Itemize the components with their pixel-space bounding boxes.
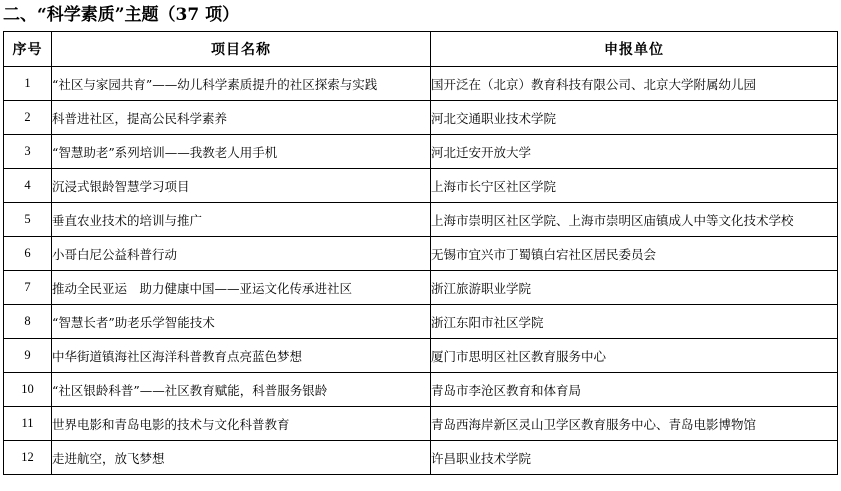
table-row	[4, 441, 838, 475]
applicant-unit: 国开泛在（北京）教育科技有限公司、北京大学附属幼儿园	[431, 67, 838, 101]
project-table	[3, 31, 838, 475]
table-row	[4, 101, 838, 135]
row-number: 5	[4, 203, 52, 237]
project-name: 中华街道镇海社区海洋科普教育点亮蓝色梦想	[52, 339, 431, 373]
project-name: “社区与家园共育”——幼儿科学素质提升的社区探索与实践	[52, 67, 431, 101]
project-name: 走进航空，放飞梦想	[52, 441, 431, 475]
section-heading: 二、“科学素质”主题（37 项）	[3, 5, 240, 25]
table-row	[4, 67, 838, 101]
header-no: 序号	[4, 32, 52, 67]
project-name: 推动全民亚运 助力健康中国——亚运文化传承进社区	[52, 271, 431, 305]
row-number: 6	[4, 237, 52, 271]
applicant-unit: 河北交通职业技术学院	[431, 101, 838, 135]
applicant-unit: 许昌职业技术学院	[431, 441, 838, 475]
row-number: 4	[4, 169, 52, 203]
header-unit: 申报单位	[431, 32, 838, 67]
table-header	[4, 32, 838, 67]
row-number: 8	[4, 305, 52, 339]
project-name: 小哥白尼公益科普行动	[52, 237, 431, 271]
project-name: 垂直农业技术的培训与推广	[52, 203, 431, 237]
applicant-unit: 无锡市宜兴市丁蜀镇白宕社区居民委员会	[431, 237, 838, 271]
row-number: 1	[4, 67, 52, 101]
project-name: “智慧助老”系列培训——我教老人用手机	[52, 135, 431, 169]
row-number: 3	[4, 135, 52, 169]
row-number: 10	[4, 373, 52, 407]
applicant-unit: 浙江旅游职业学院	[431, 271, 838, 305]
project-name: 科普进社区，提高公民科学素养	[52, 101, 431, 135]
applicant-unit: 青岛市李沧区教育和体育局	[431, 373, 838, 407]
project-name: 沉浸式银龄智慧学习项目	[52, 169, 431, 203]
project-name: “社区银龄科普”——社区教育赋能，科普服务银龄	[52, 373, 431, 407]
applicant-unit: 厦门市思明区社区教育服务中心	[431, 339, 838, 373]
row-number: 11	[4, 407, 52, 441]
table-row	[4, 407, 838, 441]
table-row	[4, 305, 838, 339]
table-row	[4, 169, 838, 203]
row-number: 2	[4, 101, 52, 135]
applicant-unit: 上海市崇明区社区学院、上海市崇明区庙镇成人中等文化技术学校	[431, 203, 838, 237]
header-name: 项目名称	[52, 32, 431, 67]
applicant-unit: 青岛西海岸新区灵山卫学区教育服务中心、青岛电影博物馆	[431, 407, 838, 441]
applicant-unit: 河北迁安开放大学	[431, 135, 838, 169]
table-row	[4, 203, 838, 237]
project-name: 世界电影和青岛电影的技术与文化科普教育	[52, 407, 431, 441]
header-row	[4, 32, 838, 67]
project-name: “智慧长者”助老乐学智能技术	[52, 305, 431, 339]
row-number: 9	[4, 339, 52, 373]
table-row	[4, 373, 838, 407]
table-row	[4, 271, 838, 305]
row-number: 7	[4, 271, 52, 305]
table-row	[4, 237, 838, 271]
applicant-unit: 上海市长宁区社区学院	[431, 169, 838, 203]
table-row	[4, 135, 838, 169]
row-number: 12	[4, 441, 52, 475]
applicant-unit: 浙江东阳市社区学院	[431, 305, 838, 339]
table-body	[4, 67, 838, 475]
table-row	[4, 339, 838, 373]
